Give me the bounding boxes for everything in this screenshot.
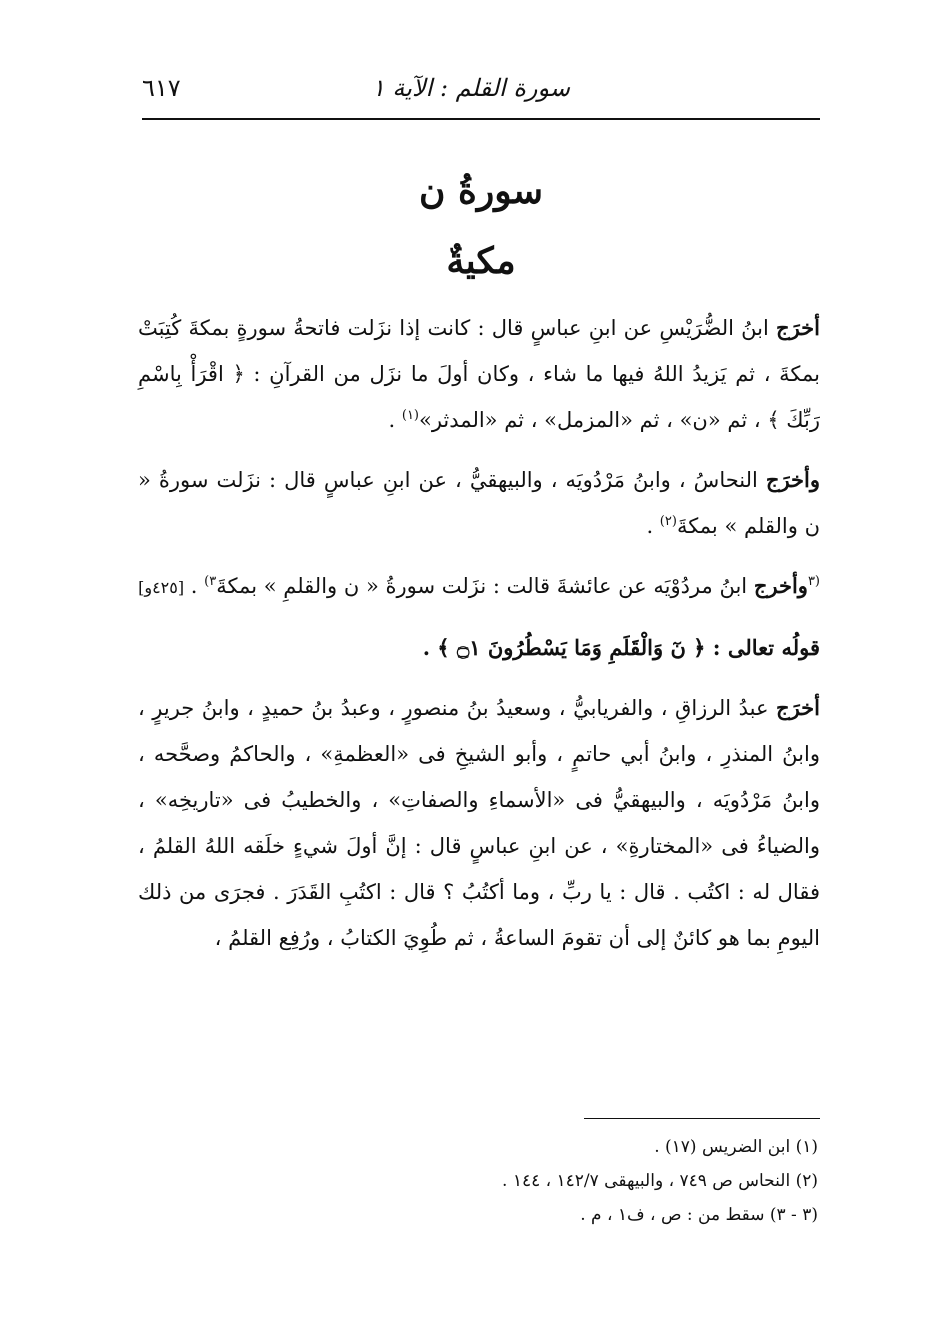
footnotes	[142, 1130, 818, 1232]
paragraph-text: عبدُ الرزاقِ ، والفريابيُّ ، وسعيدُ بنُ منصورٍ ، وعبدُ بنُ حميدٍ ، وابنُ جريرٍ ، وابنُ المنذرِ ، وابنُ أبي حاتمٍ ، وأبو الشيخِ فى «العظمةِ» ، والحاكمُ وصحَّحه ، وابنُ مَرْدُويَه ، والبيهقيُّ فى «الأسماءِ والصفاتِ» ، والخطيبُ فى «تاريخِه» ، والضياءُ فى «المختارةِ» ، عن ابنِ عباسٍ قال : إنَّ أولَ شيءٍ خلَقه اللهُ القلمُ ، فقال له : اكتُب . قال : يا ربِّ ، وما أكتُبُ ؟ قال : اكتُبِ القَدَرَ . فجرَى من ذلك اليومِ بما هو كائنٌ إلى أن تقومَ الساعةُ ، ثم طُوِيَ الكتابُ ، ورُفِع القلمُ ،	[138, 696, 820, 950]
body-text	[138, 305, 820, 975]
paragraph-lead: أخرَج	[776, 315, 820, 340]
paragraph-1	[138, 305, 820, 443]
surah-title: سورةُ ن	[419, 170, 543, 212]
paragraph-lead: وأخرج	[753, 573, 808, 598]
footnote-ref: ٣)	[204, 574, 217, 589]
paragraph-2	[138, 457, 820, 549]
paragraph-lead: أخرَج	[776, 695, 820, 720]
paragraph-3	[138, 563, 820, 611]
header-rule	[142, 118, 820, 120]
surah-subtitle: مكيةٌ	[446, 240, 516, 282]
paragraph-text: النحاسُ ، وابنُ مَرْدُويَه ، والبيهقيُّ ، عن ابنِ عباسٍ قال : نزَلت سورةُ « ن والقلم » بمكةَ	[138, 468, 820, 538]
running-header	[142, 70, 820, 114]
paragraph-main	[138, 685, 820, 961]
paragraph-end: .	[388, 408, 402, 432]
paragraph-end: .	[646, 514, 660, 538]
paragraph-text: ابنُ الضُّرَيْسِ عن ابنِ عباسٍ قال : كانت إذا نزَلت فاتحةُ سورةٍ بمكةَ كُتِبَتْ بمكةَ ، ثم يَزيدُ اللهُ فيها ما شاء ، وكان أولَ ما نزَل من القرآنِ : ﴿ اقْرَأْ بِاسْمِ رَبِّكَ ﴾ ، ثم «ن» ، ثم «المزمل» ، ثم «المدثر»	[138, 316, 820, 432]
manuscript-folio-mark: [٤٢٥و]	[138, 578, 185, 597]
verse-text: ﴿ نٓ وَالْقَلَمِ وَمَا يَسْطُرُونَ ۝١ ﴾ .	[422, 635, 706, 660]
paragraph-lead: وأخرَج	[765, 467, 820, 492]
running-header-title: سورة القلم : الآية ١	[371, 74, 570, 102]
paragraph-text: ابنُ مردُوْيَه عن عائشةَ قالت : نزَلت سورةُ « ن والقلمِ » بمكةَ	[216, 574, 748, 598]
footnote-3: (٣ - ٣) سقط من : ص ، ف١ ، م .	[580, 1205, 818, 1225]
footnote-ref: (١)	[401, 408, 419, 423]
verse-heading	[138, 625, 820, 671]
footnote-ref-open: (٣	[807, 574, 820, 589]
footnote-2: (٢) النحاس ص ٧٤٩ ، والبيهقى ١٤٢/٧ ، ١٤٤ .	[502, 1171, 818, 1191]
footnote-rule	[584, 1118, 820, 1119]
footnote-1: (١) ابن الضريس (١٧) .	[654, 1137, 818, 1157]
verse-label: قولُه تعالى :	[712, 635, 820, 660]
paragraph-end: .	[190, 574, 205, 598]
page-number: ٦١٧	[142, 74, 181, 102]
footnote-ref: (٢)	[659, 514, 677, 529]
